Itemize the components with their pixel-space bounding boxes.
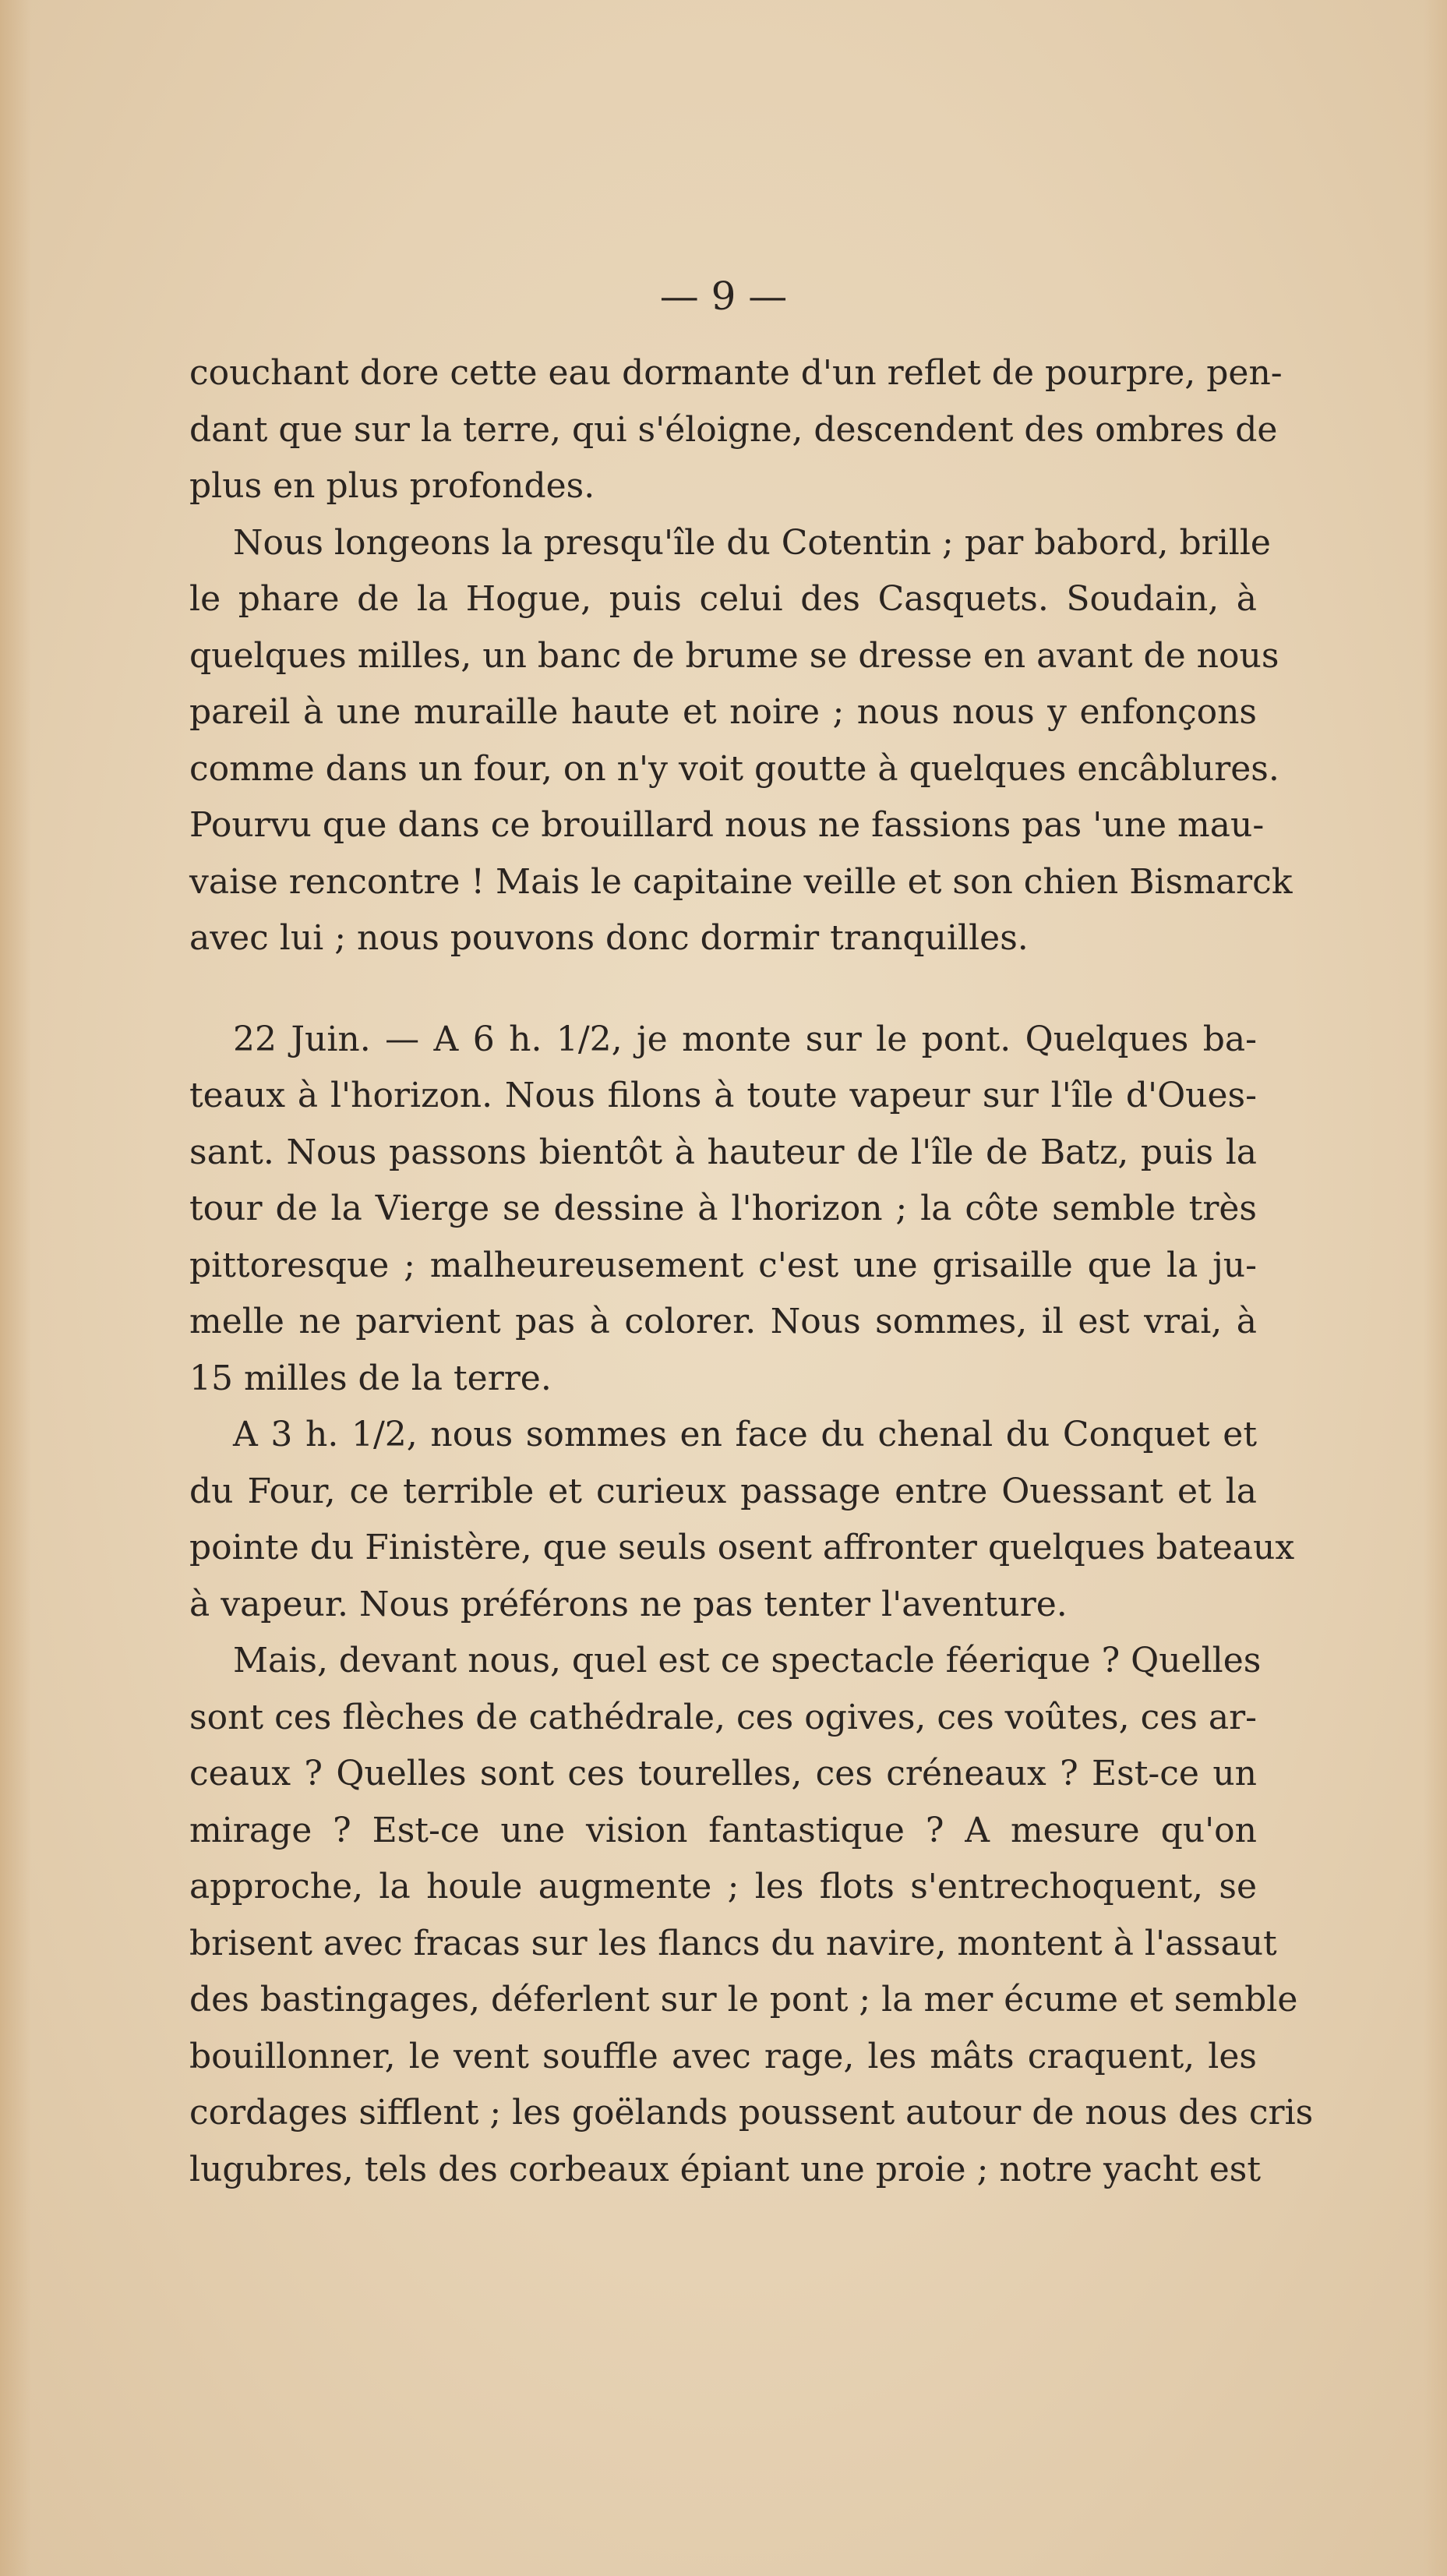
text-line: vaise rencontre ! Mais le capitaine veille et son chien Bismarck xyxy=(189,861,1293,902)
text-line: Pourvu que dans ce brouillard nous ne fassions pas 'une mau- xyxy=(189,805,1265,845)
text-line: 15 milles de la terre. xyxy=(189,1358,552,1398)
text-line: le phare de la Hogue, puis celui des Casquets. Soudain, à xyxy=(189,579,1257,619)
text-line: pittoresque ; malheureusement c'est une grisaille que la ju- xyxy=(189,1245,1257,1285)
text-line: approche, la houle augmente ; les flots s'entrechoquent, se xyxy=(189,1867,1257,1906)
text-line: quelques milles, un banc de brume se dresse en avant de nous xyxy=(189,635,1279,676)
text-line: A 3 h. 1/2, nous sommes en face du chenal du Conquet et xyxy=(233,1415,1257,1454)
page-edge-left xyxy=(0,0,31,2576)
text-line: bouillonner, le vent souffle avec rage, les mâts craquent, les xyxy=(189,2036,1257,2076)
text-line: melle ne parvient pas à colorer. Nous sommes, il est vrai, à xyxy=(189,1302,1257,1341)
text-line: à vapeur. Nous préférons ne pas tenter l'aventure. xyxy=(189,1584,1068,1624)
text-line: pointe du Finistère, que seuls osent affronter quelques bateaux xyxy=(189,1528,1295,1567)
text-line: cordages sifflent ; les goëlands poussent autour de nous des cris xyxy=(189,2093,1314,2133)
text-line: couchant dore cette eau dormante d'un reflet de pourpre, pen- xyxy=(189,353,1283,393)
text-line: sont ces flèches de cathédrale, ces ogives, ces voûtes, ces ar- xyxy=(189,1697,1257,1737)
text-line: dant que sur la terre, qui s'éloigne, descendent des ombres de xyxy=(189,409,1278,450)
text-line-dated-entry: 22 Juin. — A 6 h. 1/2, je monte sur le pont. Quelques ba- xyxy=(233,1019,1257,1059)
text-line: Mais, devant nous, quel est ce spectacle féerique ? Quelles xyxy=(233,1641,1262,1680)
text-line: pareil à une muraille haute et noire ; nous nous y enfonçons xyxy=(189,692,1257,732)
text-line: Nous longeons la presqu'île du Cotentin ; par babord, brille xyxy=(233,522,1271,563)
text-line: avec lui ; nous pouvons donc dormir tranquilles. xyxy=(189,918,1029,958)
text-line: sant. Nous passons bientôt à hauteur de l'île de Batz, puis la xyxy=(189,1132,1257,1172)
text-line: lugubres, tels des corbeaux épiant une proie ; notre yacht est xyxy=(189,2149,1261,2189)
text-line: mirage ? Est-ce une vision fantastique ? A mesure qu'on xyxy=(189,1810,1257,1850)
text-line: teaux à l'horizon. Nous filons à toute vapeur sur l'île d'Oues- xyxy=(189,1076,1257,1115)
text-line: du Four, ce terrible et curieux passage entre Ouessant et la xyxy=(189,1471,1257,1511)
text-line: brisent avec fracas sur les flancs du navire, montent à l'assaut xyxy=(189,1923,1277,1963)
page-edge-right xyxy=(1424,0,1447,2576)
text-line: tour de la Vierge se dessine à l'horizon ; la côte semble très xyxy=(189,1189,1257,1228)
page-number: — 9 — xyxy=(659,274,788,319)
body-text xyxy=(189,345,1314,2198)
text-line: ceaux ? Quelles sont ces tourelles, ces créneaux ? Est-ce un xyxy=(189,1754,1257,1793)
text-line: plus en plus profondes. xyxy=(189,466,595,506)
text-line: des bastingages, déferlent sur le pont ; la mer écume et semble xyxy=(189,1980,1298,2019)
text-line: comme dans un four, on n'y voit goutte à quelques encâblures. xyxy=(189,748,1279,789)
paragraph-gap xyxy=(189,967,1257,1012)
